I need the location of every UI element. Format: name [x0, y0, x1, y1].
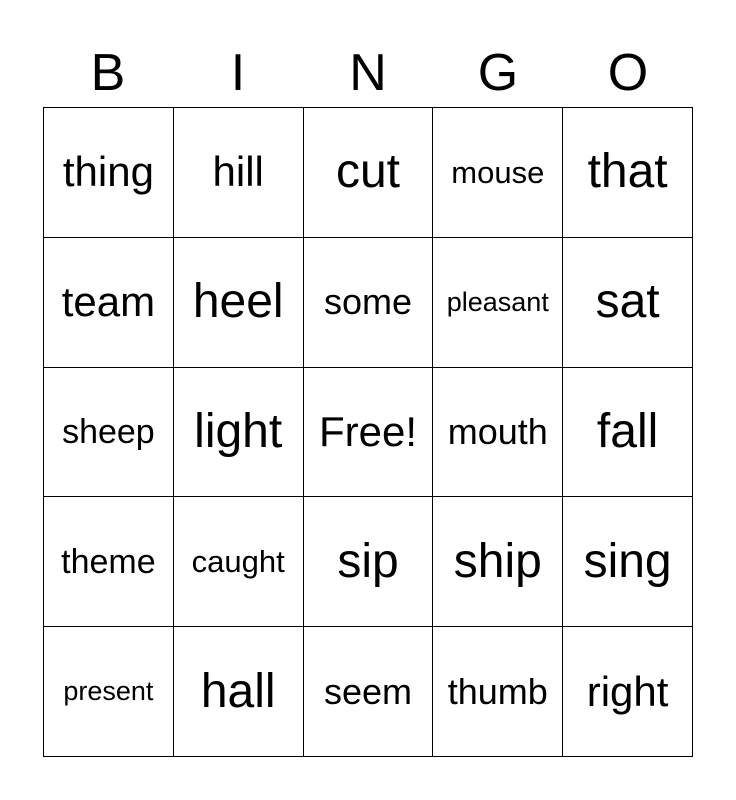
bingo-cell[interactable]: sip: [304, 497, 434, 627]
bingo-cell[interactable]: ship: [433, 497, 563, 627]
bingo-cell[interactable]: right: [563, 627, 693, 757]
bingo-cell[interactable]: sing: [563, 497, 693, 627]
bingo-cell[interactable]: pleasant: [433, 238, 563, 368]
bingo-cell[interactable]: present: [44, 627, 174, 757]
bingo-header: [43, 40, 693, 106]
bingo-cell[interactable]: that: [563, 108, 693, 238]
header-letter-i: I: [230, 44, 246, 102]
bingo-cell free-space[interactable]: Free!: [304, 368, 434, 498]
bingo-card-grid: [43, 107, 693, 757]
header-letter-g: G: [477, 44, 519, 102]
bingo-cell[interactable]: thing: [44, 108, 174, 238]
bingo-cell[interactable]: theme: [44, 497, 174, 627]
header-letter-n: N: [349, 44, 387, 102]
bingo-cell[interactable]: seem: [304, 627, 434, 757]
bingo-cell[interactable]: thumb: [433, 627, 563, 757]
bingo-cell[interactable]: hall: [174, 627, 304, 757]
bingo-cell[interactable]: hill: [174, 108, 304, 238]
header-letter-b: B: [90, 44, 126, 102]
bingo-cell[interactable]: fall: [563, 368, 693, 498]
bingo-cell[interactable]: caught: [174, 497, 304, 627]
bingo-cell[interactable]: cut: [304, 108, 434, 238]
bingo-cell[interactable]: heel: [174, 238, 304, 368]
bingo-cell[interactable]: sat: [563, 238, 693, 368]
bingo-cell[interactable]: sheep: [44, 368, 174, 498]
header-letter-o: O: [607, 44, 649, 102]
bingo-cell[interactable]: some: [304, 238, 434, 368]
bingo-cell[interactable]: light: [174, 368, 304, 498]
bingo-cell[interactable]: team: [44, 238, 174, 368]
bingo-cell[interactable]: mouse: [433, 108, 563, 238]
bingo-cell[interactable]: mouth: [433, 368, 563, 498]
